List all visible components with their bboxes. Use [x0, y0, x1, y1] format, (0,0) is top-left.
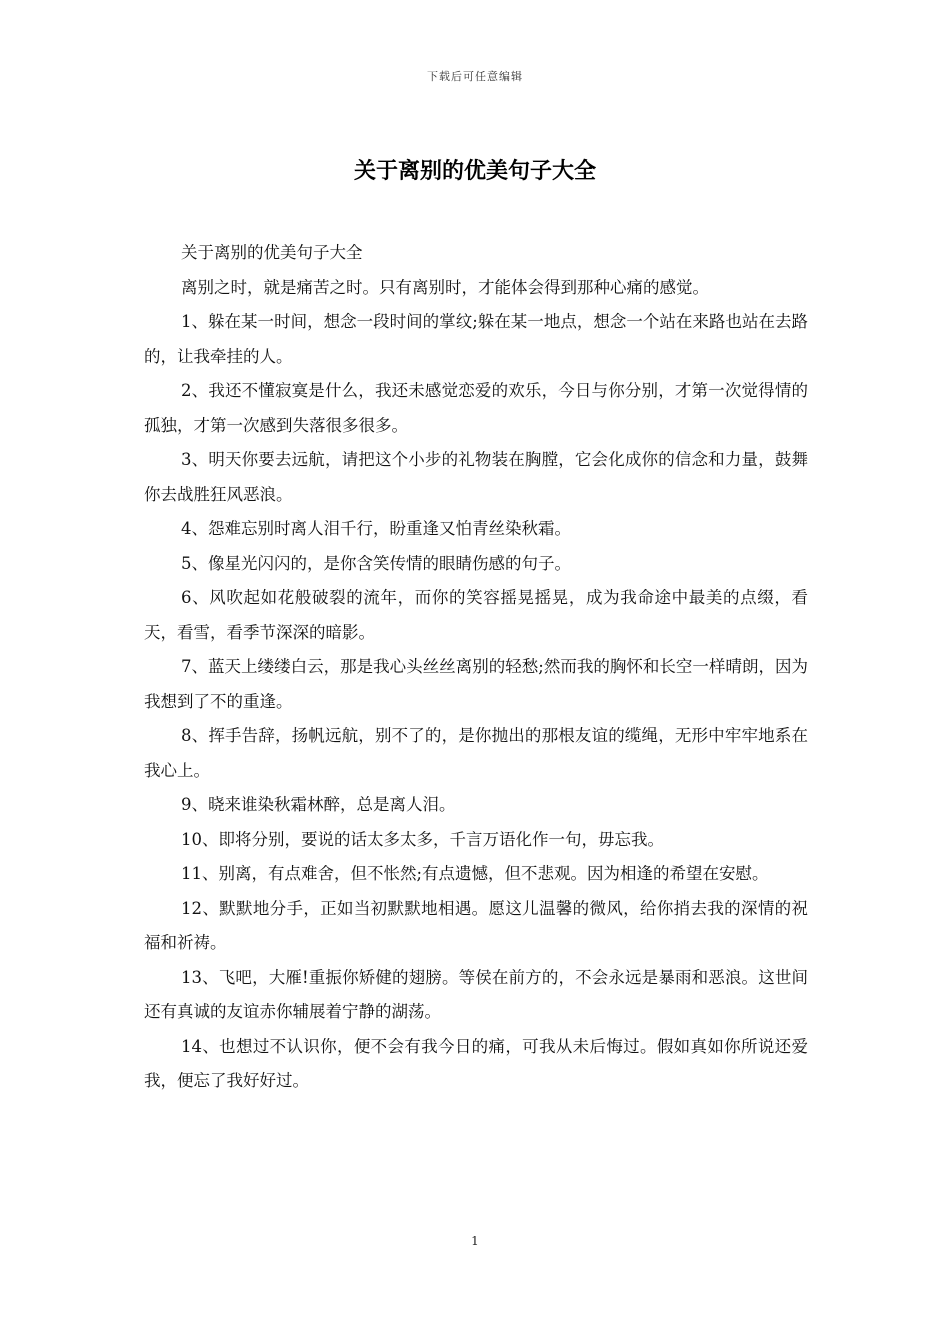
paragraph-item-5: 5、像星光闪闪的，是你含笑传情的眼睛伤感的句子。: [181, 553, 571, 573]
paragraph-subtitle: 关于离别的优美句子大全: [181, 243, 363, 262]
paragraph-item-10: 10、即将分别，要说的话太多太多，千言万语化作一句，毋忘我。: [181, 829, 664, 849]
document-body: [144, 236, 808, 1099]
paragraph-item-13: 13、飞吧，大雁!重振你矫健的翅膀。等侯在前方的，不会永远是暴雨和恶浪。这世间还有真诚的友谊赤你辅展着宁静的湖荡。: [144, 967, 808, 1021]
paragraph-item-14: 14、也想过不认识你，便不会有我今日的痛，可我从未后悔过。假如真如你所说还爱我，便忘了我好好过。: [144, 1036, 808, 1090]
paragraph-item-9: 9、晓来谁染秋霜林醉，总是离人泪。: [181, 795, 456, 814]
paragraph-item-2: 2、我还不懂寂寞是什么，我还未感觉恋爱的欢乐，今日与你分别，才第一次觉得情的孤独，才第一次感到失落很多很多。: [144, 381, 808, 435]
paragraph-item-1: 1、躲在某一时间，想念一段时间的掌纹;躲在某一地点，想念一个站在来路也站在去路的，让我牵挂的人。: [144, 312, 808, 366]
document-title: 关于离别的优美句子大全: [353, 158, 596, 184]
paragraph-intro: 离别之时，就是痛苦之时。只有离别时，才能体会得到那种心痛的感觉。: [181, 277, 709, 297]
paragraph-item-4: 4、怨难忘别时离人泪千行，盼重逢又怕青丝染秋霜。: [181, 519, 571, 538]
paragraph-item-11: 11、别离，有点难舍，但不怅然;有点遗憾，但不悲观。因为相逢的希望在安慰。: [181, 864, 769, 883]
page-number: 1: [471, 1234, 479, 1248]
paragraph-item-8: 8、挥手告辞，扬帆远航，别不了的，是你抛出的那根友谊的缆绳，无形中牢牢地系在我心上。: [144, 726, 808, 780]
paragraph-item-7: 7、蓝天上缕缕白云，那是我心头丝丝离别的轻愁;然而我的胸怀和长空一样晴朗，因为我想到了不的重逢。: [144, 657, 808, 711]
paragraph-item-3: 3、明天你要去远航，请把这个小步的礼物装在胸膛，它会化成你的信念和力量，鼓舞你去战胜狂风恶浪。: [144, 450, 808, 504]
page-header-note: 下载后可任意编辑: [427, 70, 523, 83]
paragraph-item-12: 12、默默地分手，正如当初默默地相遇。愿这儿温馨的微风，给你捎去我的深情的祝福和祈祷。: [144, 898, 808, 952]
paragraph-item-6: 6、风吹起如花般破裂的流年，而你的笑容摇晃摇晃，成为我命途中最美的点缀，看天，看雪，看季节深深的暗影。: [144, 588, 808, 642]
